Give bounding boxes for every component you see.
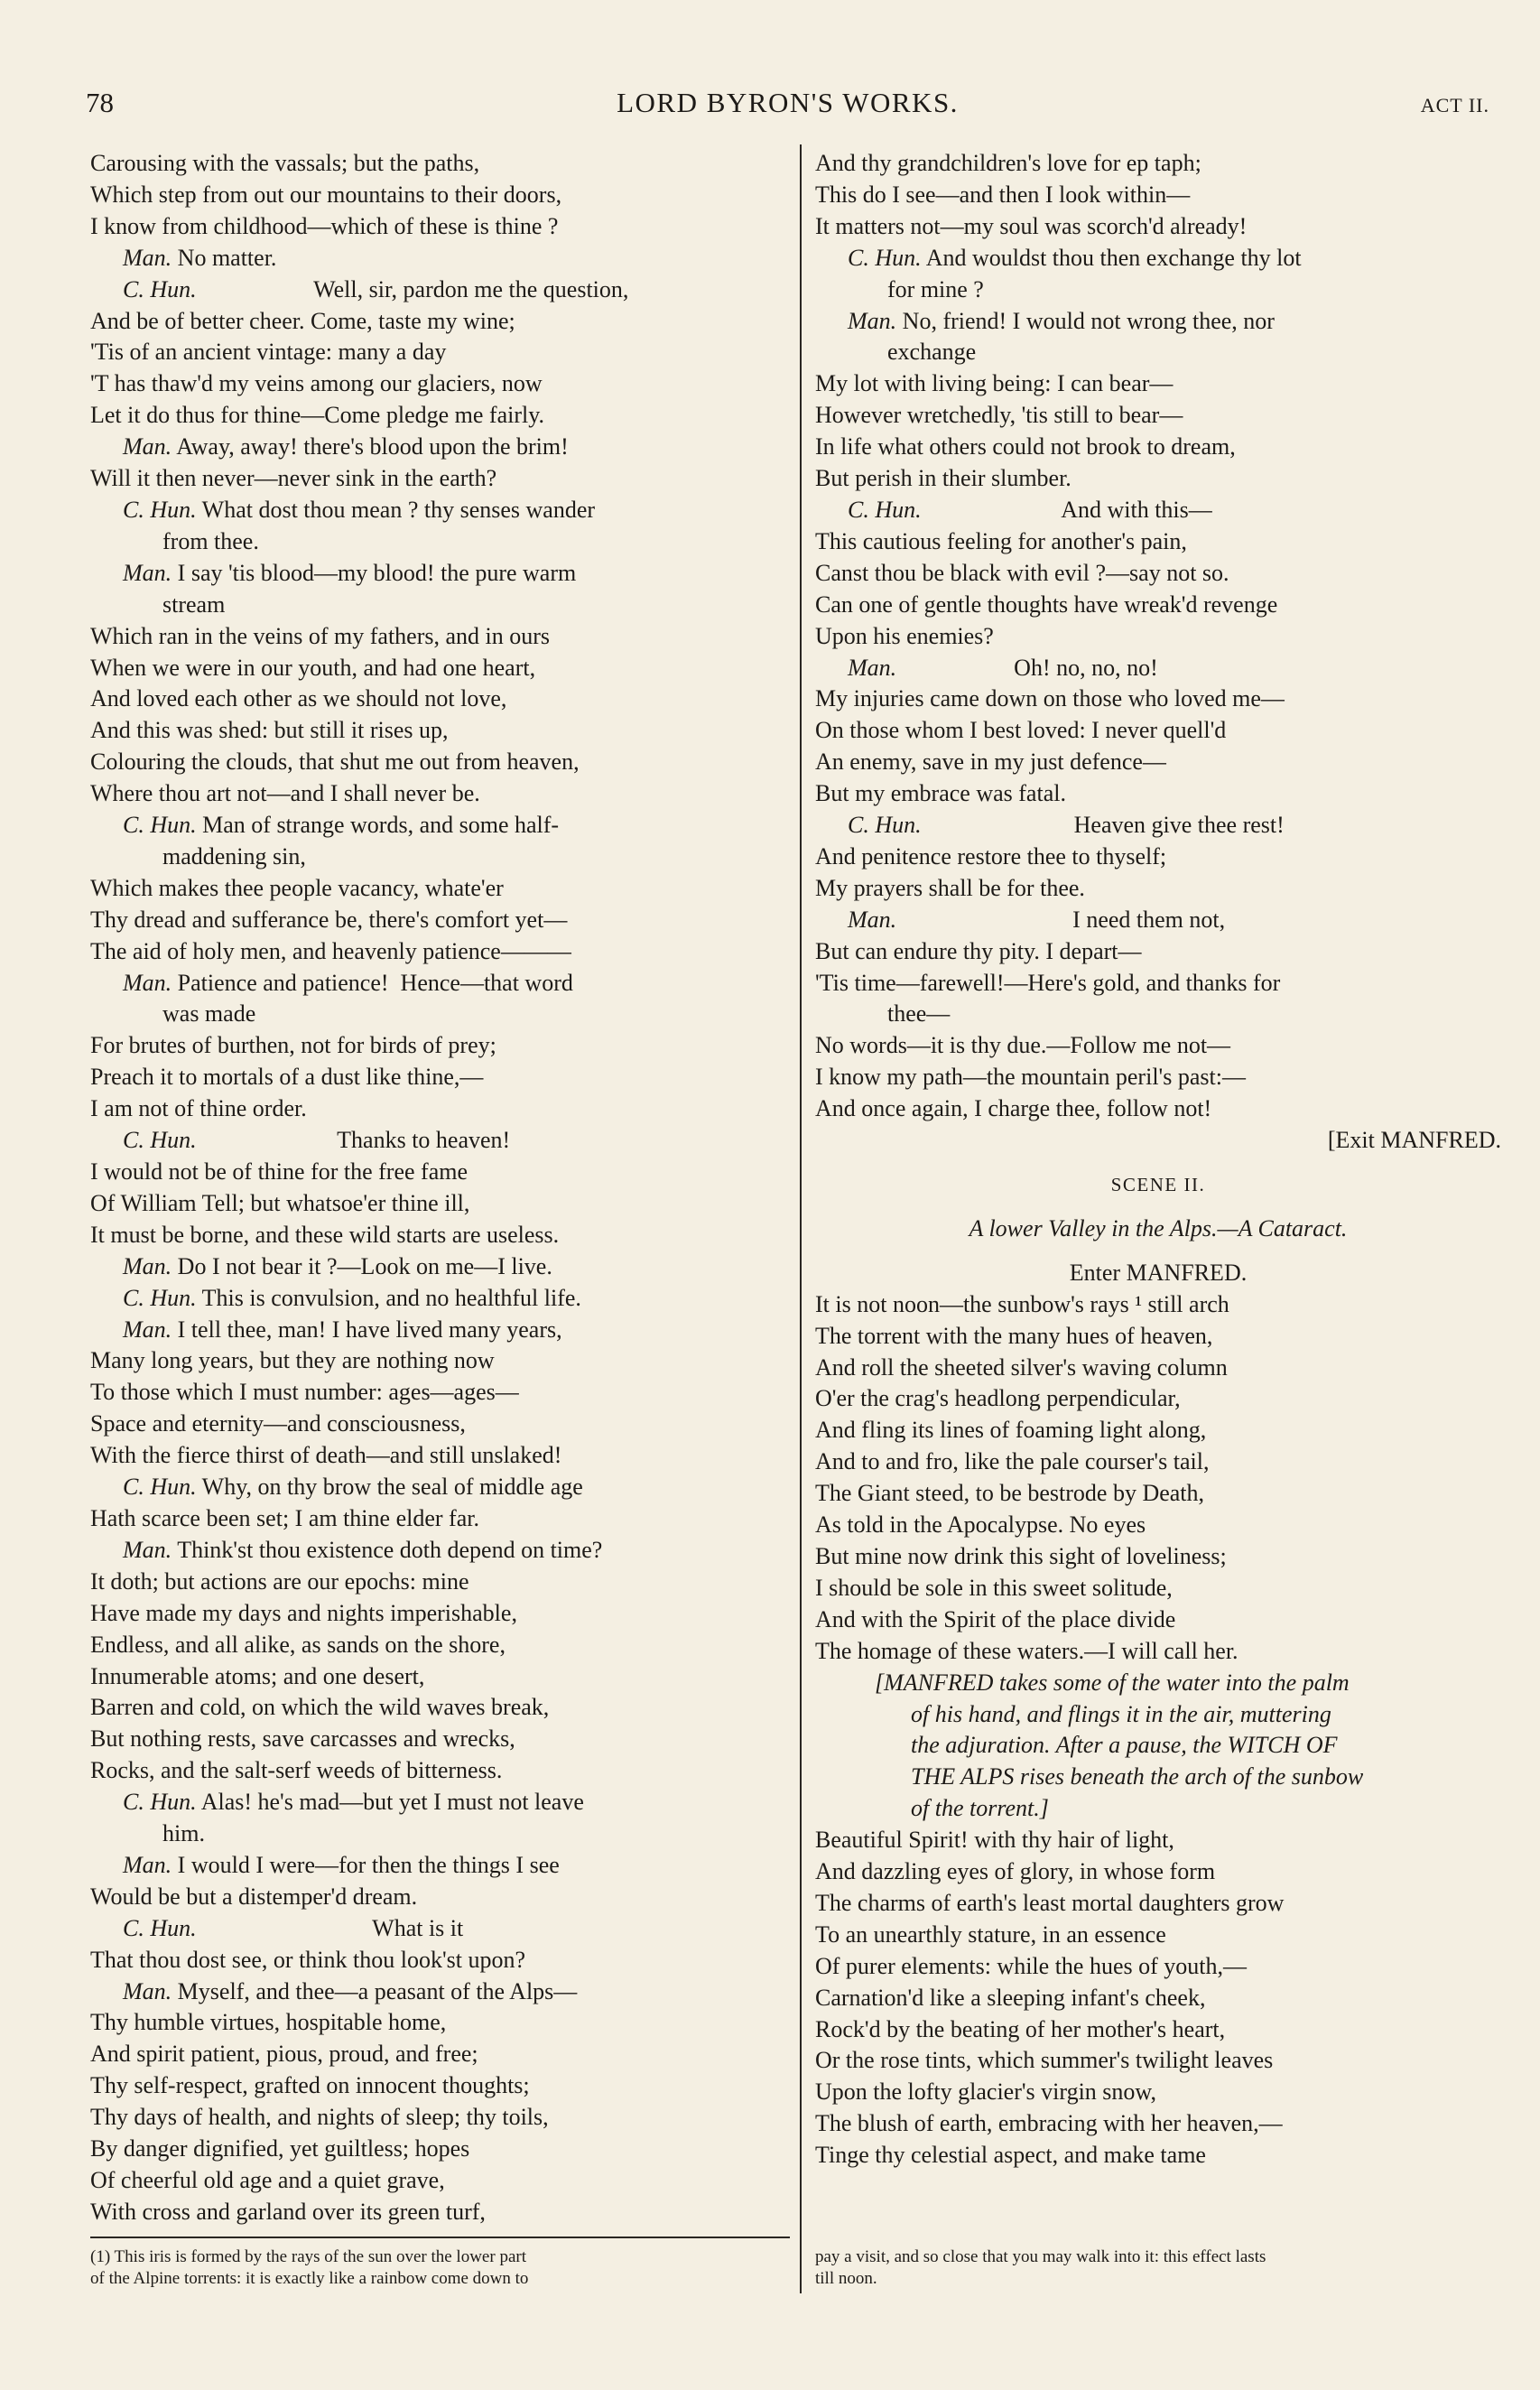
verse-text: I say 'tis blood—my blood! the pure warm <box>172 559 577 586</box>
verse-line: The torrent with the many hues of heaven, <box>815 1322 1213 1349</box>
speaker-name: C. Hun. <box>123 812 197 839</box>
verse-line: I should be sole in this sweet solitude, <box>815 1574 1173 1601</box>
verse-line: from thee. <box>162 527 259 554</box>
verse-line: maddening sin, <box>162 842 306 870</box>
verse-text: Away, away! there's blood upon the brim! <box>172 433 569 460</box>
spacer <box>815 1245 1501 1258</box>
verse-line: And roll the sheeted silver's waving column <box>815 1353 1228 1381</box>
stage-direction-exit: [Exit MANFRED. <box>1327 1127 1501 1154</box>
speaker-name: Man. <box>123 1851 172 1878</box>
verse-line <box>90 1850 790 1882</box>
verse-line: For brutes of burthen, not for birds of prey; <box>90 1032 496 1059</box>
speaker-name: C. Hun. <box>123 496 197 523</box>
speaker-name: C. Hun. <box>123 1284 197 1311</box>
footnote-line: (1) This iris is formed by the rays of the sun over the lower part <box>90 2247 526 2266</box>
verse-line: But mine now drink this sight of loveliness; <box>815 1542 1227 1569</box>
verse-line: 'Tis of an ancient vintage: many a day <box>90 339 447 366</box>
verse-line: O'er the crag's headlong perpendicular, <box>815 1385 1181 1412</box>
spacer <box>815 1201 1501 1214</box>
verse-line: It matters not—my soul was scorch'd already! <box>815 212 1248 239</box>
verse-text: And with this— <box>921 496 1212 523</box>
verse-line: Which makes thee people vacancy, whate'er <box>90 874 504 901</box>
running-title: LORD BYRON'S WORKS. <box>617 87 959 118</box>
footnote-line: till noon. <box>815 2269 877 2288</box>
verse-line: When we were in our youth, and had one heart, <box>90 654 536 681</box>
verse-line: The blush of earth, embracing with her heaven,— <box>815 2110 1283 2137</box>
speaker-name: Man. <box>123 433 172 460</box>
verse-line: On those whom I best loved: I never quell'd <box>815 717 1227 744</box>
verse-text: What dost thou mean ? thy senses wander <box>196 496 596 523</box>
verse-line: And dazzling eyes of glory, in whose form <box>815 1858 1216 1885</box>
verse-line: Will it then never—never sink in the earth? <box>90 465 497 492</box>
verse-line <box>90 274 790 306</box>
speaker-name: Man. <box>123 1536 172 1563</box>
verse-line: The homage of these waters.—I will call her. <box>815 1637 1238 1664</box>
page-header <box>86 87 1489 123</box>
verse-line: And be of better cheer. Come, taste my wine; <box>90 307 515 334</box>
verse-line: This do I see—and then I look within— <box>815 181 1191 208</box>
verse-line: But nothing rests, save carcasses and wrecks, <box>90 1725 515 1753</box>
verse-line <box>90 495 790 526</box>
verse-line: Have made my days and nights imperishable, <box>90 1599 517 1626</box>
speaker-name: Man. <box>123 1316 172 1343</box>
verse-line: No words—it is thy due.—Follow me not— <box>815 1032 1231 1059</box>
verse-text: Thanks to heaven! <box>196 1127 511 1154</box>
page-number: 78 <box>86 87 114 118</box>
verse-text: I tell thee, man! I have lived many years, <box>172 1316 562 1343</box>
verse-line: Thy self-respect, grafted on innocent thoughts; <box>90 2072 530 2099</box>
verse-line: Barren and cold, on which the wild waves break, <box>90 1694 550 1721</box>
verse-line: That thou dost see, or think thou look'st upon? <box>90 1946 526 1973</box>
stage-direction: of the torrent.] <box>911 1795 1049 1822</box>
verse-line <box>90 432 790 463</box>
verse-line: Endless, and all alike, as sands on the shore, <box>90 1631 506 1658</box>
verse-text: Do I not bear it ?—Look on me—I live. <box>172 1252 552 1279</box>
verse-line: Many long years, but they are nothing now <box>90 1347 495 1374</box>
verse-line: Colouring the clouds, that shut me out from heaven, <box>90 749 580 776</box>
verse-line: Carousing with the vassals; but the paths, <box>90 150 480 176</box>
verse-line: Or the rose tints, which summer's twilight leaves <box>815 2047 1274 2074</box>
verse-line <box>815 495 1501 526</box>
verse-line: Carnation'd like a sleeping infant's cheek, <box>815 1984 1206 2011</box>
verse-line: And loved each other as we should not love, <box>90 685 507 712</box>
verse-line: Innumerable atoms; and one desert, <box>90 1662 425 1689</box>
verse-line <box>815 653 1501 684</box>
verse-line: 'T has thaw'd my veins among our glaciers, now <box>90 370 543 397</box>
stage-direction-enter: Enter MANFRED. <box>1069 1259 1248 1286</box>
verse-line <box>815 306 1501 338</box>
verse-line <box>815 905 1501 936</box>
verse-line: And to and fro, like the pale courser's tail, <box>815 1448 1210 1475</box>
act-label: ACT II. <box>1420 94 1489 116</box>
scene-heading: SCENE II. <box>1110 1174 1206 1195</box>
verse-line: Where thou art not—and I shall never be. <box>90 780 480 807</box>
verse-line: But can endure thy pity. I depart— <box>815 937 1142 964</box>
verse-line <box>90 1535 790 1567</box>
verse-line: I would not be of thine for the free fame <box>90 1158 468 1185</box>
speaker-name: C. Hun. <box>123 1474 197 1501</box>
verse-text: Well, sir, pardon me the question, <box>196 275 629 302</box>
verse-text: Oh! no, no, no! <box>896 654 1158 681</box>
verse-line: However wretchedly, 'tis still to bear— <box>815 402 1183 429</box>
verse-line: As told in the Apocalypse. No eyes <box>815 1511 1146 1539</box>
speaker-name: C. Hun. <box>123 275 197 302</box>
stage-direction: [MANFRED takes some of the water into the palm <box>875 1669 1350 1696</box>
verse-line: him. <box>162 1820 205 1847</box>
verse-line: stream <box>162 591 226 618</box>
speaker-name: C. Hun. <box>848 496 922 523</box>
verse-line <box>90 1787 790 1818</box>
stage-direction: THE ALPS rises beneath the arch of the sunbow <box>911 1763 1364 1790</box>
verse-line: I know my path—the mountain peril's past:— <box>815 1064 1246 1091</box>
verse-text: Why, on thy brow the seal of middle age <box>196 1474 583 1501</box>
verse-line: In life what others could not brook to dream, <box>815 433 1236 460</box>
verse-line: An enemy, save in my just defence— <box>815 749 1166 776</box>
verse-line: And once again, I charge thee, follow not! <box>815 1095 1212 1122</box>
speaker-name: C. Hun. <box>123 1914 197 1941</box>
verse-line: for mine ? <box>887 275 984 302</box>
verse-line: And this was shed: but still it rises up, <box>90 717 449 744</box>
verse-line: Canst thou be black with evil ?—say not so. <box>815 559 1229 586</box>
verse-line: Upon the lofty glacier's virgin snow, <box>815 2078 1157 2106</box>
verse-line: Which step from out our mountains to their doors, <box>90 181 562 208</box>
speaker-name: Man. <box>123 969 172 996</box>
verse-line: Hath scarce been set; I am thine elder far. <box>90 1504 479 1531</box>
speaker-name: Man. <box>848 654 897 681</box>
verse-text: I need them not, <box>896 906 1226 933</box>
spacer <box>815 1157 1501 1169</box>
speaker-name: Man. <box>123 1977 172 2004</box>
verse-line: With cross and garland over its green turf, <box>90 2198 486 2225</box>
verse-line: Would be but a distemper'd dream. <box>90 1883 418 1910</box>
verse-line: To those which I must number: ages—ages— <box>90 1379 519 1406</box>
verse-line: Can one of gentle thoughts have wreak'd revenge <box>815 591 1278 618</box>
verse-line: Let it do thus for thine—Come pledge me fairly. <box>90 402 545 429</box>
verse-line: My injuries came down on those who loved me— <box>815 685 1285 712</box>
verse-line: Thy humble virtues, hospitable home, <box>90 2009 447 2036</box>
speaker-name: C. Hun. <box>123 1127 197 1154</box>
speaker-name: C. Hun. <box>848 244 922 271</box>
right-column <box>815 148 1501 2171</box>
verse-line: With the fierce thirst of death—and still unslaked! <box>90 1442 562 1469</box>
verse-line: And spirit patient, pious, proud, and free; <box>90 2041 478 2068</box>
verse-text: No, friend! I would not wrong thee, nor <box>896 307 1275 334</box>
speaker-name: Man. <box>123 559 172 586</box>
verse-line: It is not noon—the sunbow's rays ¹ still arch <box>815 1290 1229 1317</box>
verse-line: And with the Spirit of the place divide <box>815 1605 1176 1632</box>
stage-direction: of his hand, and flings it in the air, muttering <box>911 1700 1331 1727</box>
verse-line: And penitence restore thee to thyself; <box>815 842 1167 870</box>
verse-text: I would I were—for then the things I see <box>172 1851 560 1878</box>
verse-text: Myself, and thee—a peasant of the Alps— <box>172 1977 578 2004</box>
speaker-name: C. Hun. <box>123 1789 197 1816</box>
verse-text: Alas! he's mad—but yet I must not leave <box>196 1789 584 1816</box>
verse-text: What is it <box>196 1914 464 1941</box>
verse-line: This cautious feeling for another's pain, <box>815 527 1187 554</box>
verse-line: thee— <box>887 1000 951 1028</box>
verse-line: Preach it to mortals of a dust like thine,— <box>90 1064 484 1091</box>
verse-line: Thy days of health, and nights of sleep; thy toils, <box>90 2104 549 2131</box>
verse-line: Rock'd by the beating of her mother's heart, <box>815 2015 1226 2042</box>
verse-line: Thy dread and sufferance be, there's comfort yet— <box>90 906 568 933</box>
verse-line <box>90 1472 790 1503</box>
verse-text: Heaven give thee rest! <box>921 812 1285 839</box>
verse-text: Patience and patience! Hence—that word <box>172 969 573 996</box>
verse-text: This is convulsion, and no healthful life. <box>196 1284 581 1311</box>
verse-line: was made <box>162 1000 256 1028</box>
verse-line: The Giant steed, to be bestrode by Death, <box>815 1480 1205 1507</box>
verse-line: Which ran in the veins of my fathers, and in ours <box>90 622 551 649</box>
verse-line: It must be borne, and these wild starts are useless. <box>90 1221 560 1248</box>
speaker-name: Man. <box>123 244 172 271</box>
verse-line: 'Tis time—farewell!—Here's gold, and thanks for <box>815 969 1281 996</box>
verse-line <box>815 810 1501 842</box>
verse-line: Tinge thy celestial aspect, and make tame <box>815 2142 1206 2169</box>
verse-text: And wouldst thou then exchange thy lot <box>921 244 1302 271</box>
verse-line <box>815 243 1501 274</box>
verse-line: The charms of earth's least mortal daughters grow <box>815 1889 1285 1916</box>
verse-line: But my embrace was fatal. <box>815 780 1066 807</box>
verse-line <box>90 1251 790 1283</box>
verse-text: No matter. <box>172 244 277 271</box>
verse-line <box>90 1283 790 1315</box>
scene-setting: A lower Valley in the Alps.—A Cataract. <box>969 1214 1348 1241</box>
footnote-rule <box>90 2237 790 2238</box>
verse-line: It doth; but actions are our epochs: mine <box>90 1567 469 1595</box>
verse-line: Of cheerful old age and a quiet grave, <box>90 2167 445 2193</box>
verse-line <box>90 558 790 590</box>
speaker-name: Man. <box>123 1252 172 1279</box>
verse-line <box>90 1913 790 1945</box>
verse-text: Man of strange words, and some half- <box>196 812 560 839</box>
speaker-name: C. Hun. <box>848 812 922 839</box>
left-column <box>90 148 790 2228</box>
verse-line: And fling its lines of foaming light along, <box>815 1417 1207 1444</box>
footnote-right <box>815 2246 1501 2290</box>
verse-line <box>90 1125 790 1157</box>
verse-line: My lot with living being: I can bear— <box>815 370 1174 397</box>
footnote-left <box>90 2246 790 2290</box>
verse-line: I am not of thine order. <box>90 1095 307 1122</box>
verse-line: Of purer elements: while the hues of youth,— <box>815 1952 1247 1979</box>
verse-line <box>90 968 790 1000</box>
verse-line: Space and eternity—and consciousness, <box>90 1410 466 1437</box>
footnote-line: pay a visit, and so close that you may walk into it: this effect lasts <box>815 2247 1266 2266</box>
verse-line <box>90 243 790 274</box>
verse-line <box>90 1315 790 1346</box>
verse-line <box>90 1976 790 2008</box>
column-divider <box>800 144 802 2293</box>
verse-line: Beautiful Spirit! with thy hair of light, <box>815 1827 1174 1854</box>
verse-line: And thy grandchildren's love for ep taph; <box>815 150 1201 176</box>
verse-line: Of William Tell; but whatsoe'er thine ill, <box>90 1189 470 1216</box>
verse-text: Think'st thou existence doth depend on time? <box>172 1536 603 1563</box>
speaker-name: Man. <box>848 906 897 933</box>
verse-line: Rocks, and the salt-serf weeds of bitterness. <box>90 1757 503 1784</box>
stage-direction: the adjuration. After a pause, the WITCH OF <box>911 1732 1338 1759</box>
verse-line: The aid of holy men, and heavenly patience——— <box>90 937 571 964</box>
verse-line: I know from childhood—which of these is thine ? <box>90 212 559 239</box>
verse-line: Upon his enemies? <box>815 622 994 649</box>
verse-line: To an unearthly stature, in an essence <box>815 1920 1166 1948</box>
footnote-line: of the Alpine torrents: it is exactly like a rainbow come down to <box>90 2269 529 2288</box>
verse-line: But perish in their slumber. <box>815 465 1072 492</box>
verse-line: My prayers shall be for thee. <box>815 874 1085 901</box>
speaker-name: Man. <box>848 307 897 334</box>
verse-line <box>90 810 790 842</box>
verse-line: By danger dignified, yet guiltless; hopes <box>90 2135 470 2162</box>
verse-line: exchange <box>887 339 977 366</box>
